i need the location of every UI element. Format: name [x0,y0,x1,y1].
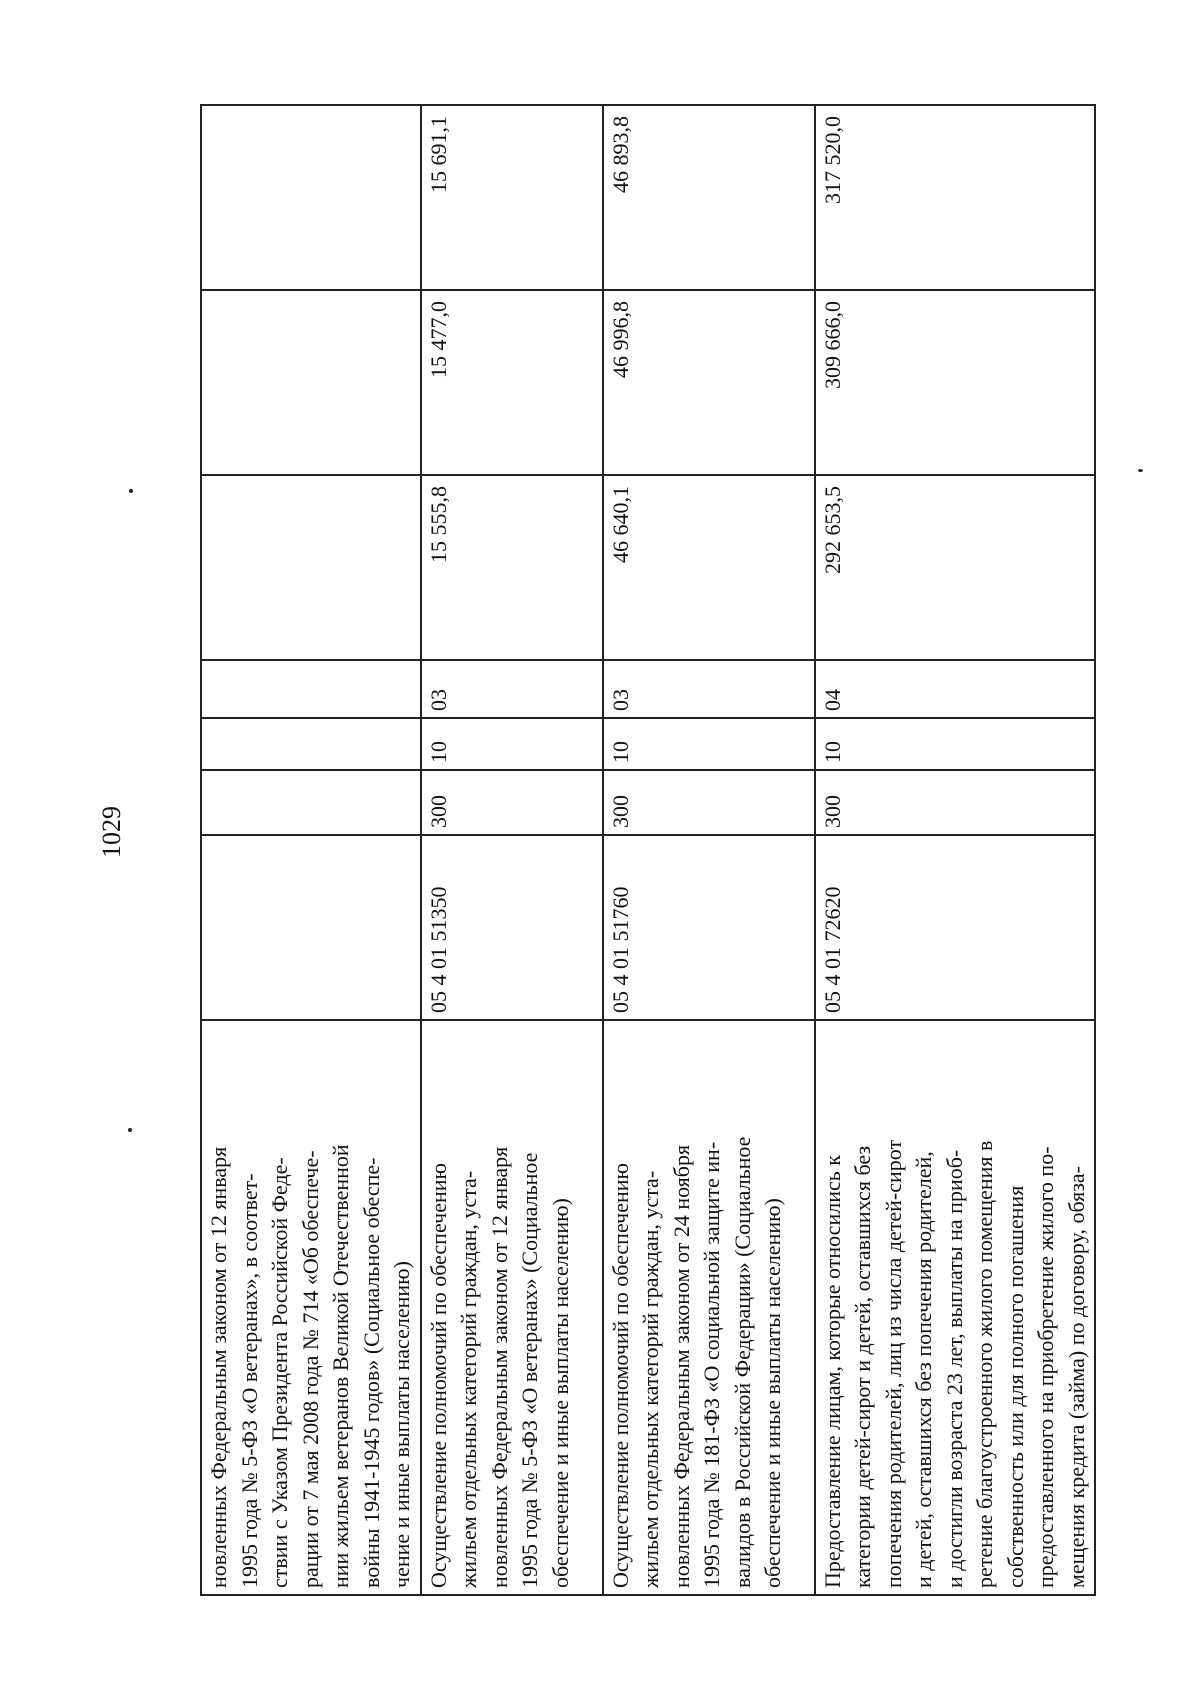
row-description [201,1020,421,1595]
amount-year1-cell: 46 640,1 [603,475,815,660]
description-line: валидов в Российской Федерации» (Социальное [729,1136,755,1588]
description-line: войны 1941-1945 годов» (Социальное обеспе- [358,1157,384,1588]
scan-speck [128,1128,132,1132]
amount-year2-cell: 15 477,0 [421,290,603,475]
amount-year1-cell: 292 653,5 [815,475,1096,660]
description-line: 1995 года № 5-ФЗ «О ветеранах», в соответ- [236,1173,262,1588]
description-line: жильем отдельных категорий граждан, уста- [638,1170,663,1588]
target-article-cell [201,835,421,1020]
table-row [815,105,1096,1595]
description-line: обеспечение и иные выплаты населению) [547,1198,573,1588]
table-row [201,105,421,1595]
target-article-cell: 05 4 01 51760 [603,835,815,1020]
amount-year3-cell: 15 691,1 [421,105,603,290]
amount-year2-cell: 46 996,8 [603,290,815,475]
scan-speck [1138,469,1143,472]
description-line: собственность или для полного погашения [1002,1185,1028,1588]
table-row [603,105,815,1595]
amount-year1-cell: 15 555,8 [421,475,603,660]
page-number: 1029 [97,806,126,858]
section-cell [201,718,421,770]
expense-type-cell: 300 [421,770,603,835]
description-line: предоставленного на приобретение жилого по- [1033,1146,1058,1588]
expense-type-cell: 300 [815,770,1096,835]
expense-type-cell [201,770,421,835]
target-article-cell: 05 4 01 51350 [421,835,603,1020]
section-cell: 10 [815,718,1096,770]
subsection-cell: 03 [603,660,815,718]
description-line: Осуществление полномочий по обеспечению [607,1163,633,1588]
amount-year3-cell: 317 520,0 [815,105,1096,290]
amount-year2-cell [201,290,421,475]
table-row [421,105,603,1595]
description-line: обеспечение и иные выплаты населению) [760,1198,785,1588]
description-line: нии жильем ветеранов Великой Отечественной [328,1144,353,1588]
description-line: ствии с Указом Президента Российской Феде- [267,1157,292,1588]
description-line: попечения родителей, лиц из числа детей-сирот [880,1139,906,1588]
budget-table [200,104,1096,1596]
amount-year3-cell [201,105,421,290]
description-line: новленных Федеральным законом от 12 января [486,1146,512,1588]
target-article-cell: 05 4 01 72620 [815,835,1096,1020]
description-line: и детей, оставшихся без попечения родителей, [911,1151,936,1588]
rotated-table-wrapper [200,106,1089,1596]
description-line: чение и иные выплаты населению) [389,1261,414,1588]
description-line: Предоставление лицам, которые относились к [819,1155,845,1588]
description-line: 1995 года № 181-ФЗ «О социальной защите ин- [699,1141,724,1588]
description-line: мещения кредита (займа) по договору, обяза- [1063,1166,1089,1588]
description-line: новленных Федеральным законом от 24 ноября [668,1144,694,1588]
description-line: 1995 года № 5-ФЗ «О ветеранах» (Социальное [517,1152,542,1588]
subsection-cell [201,660,421,718]
scan-speck [129,489,133,493]
description-line: ретение благоустроенного жилого помещения в [972,1140,997,1588]
row-description [603,1020,815,1595]
description-line: новленных Федеральным законом от 12 января [206,1146,231,1588]
section-cell: 10 [603,718,815,770]
subsection-cell: 04 [815,660,1096,718]
description-line: категории детей-сирот и детей, оставшихся без [850,1145,875,1588]
description-line: рации от 7 мая 2008 года № 714 «Об обеспече- [297,1150,323,1588]
description-line: Осуществление полномочий по обеспечению [425,1163,451,1588]
expense-type-cell: 300 [603,770,815,835]
amount-year3-cell: 46 893,8 [603,105,815,290]
amount-year2-cell: 309 666,0 [815,290,1096,475]
description-line: жильем отдельных категорий граждан, уста- [456,1170,481,1588]
amount-year1-cell [201,475,421,660]
section-cell: 10 [421,718,603,770]
subsection-cell: 03 [421,660,603,718]
row-description [421,1020,603,1595]
description-line: и достигли возраста 23 лет, выплаты на приоб- [941,1149,967,1588]
row-description [815,1020,1096,1595]
